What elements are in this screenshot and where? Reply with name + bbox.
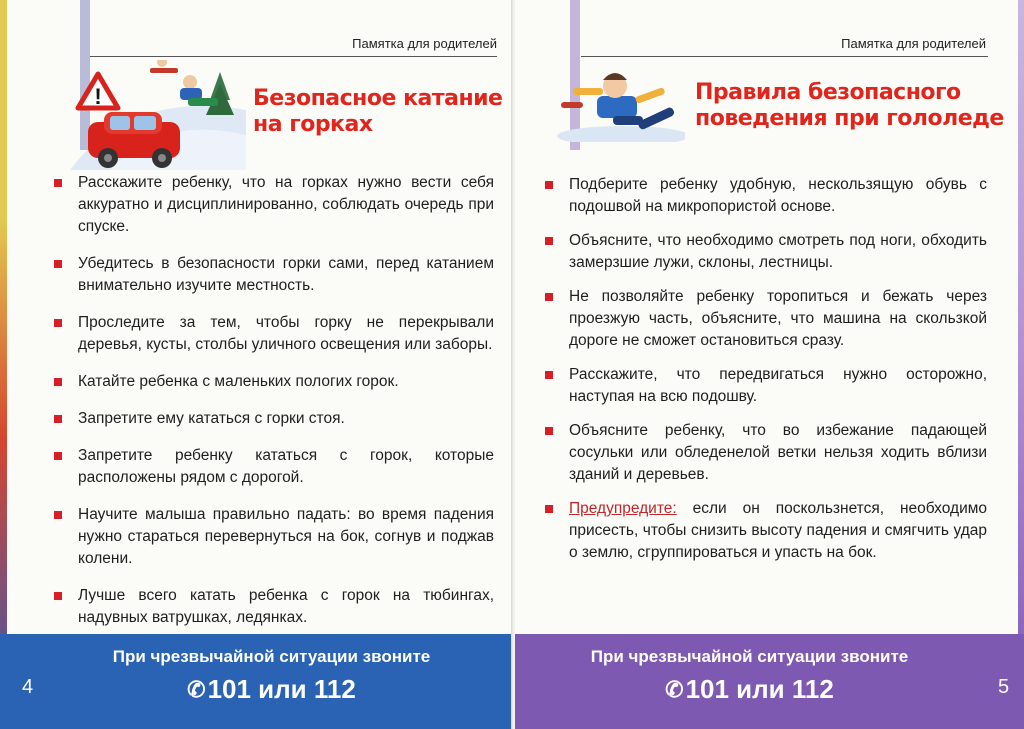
emergency-text: При чрезвычайной ситуации звоните xyxy=(112,647,431,666)
bullet-icon xyxy=(54,378,62,386)
svg-text:!: ! xyxy=(94,84,102,109)
safety-tips-list xyxy=(52,172,494,644)
page-number: 5 xyxy=(998,676,1010,698)
list-item: Объясните, что необходимо смотреть под ноги, обходить замерзшие лужи, склоны, лестницы. xyxy=(543,230,987,274)
warning-text: если он поскользнется, необходимо присесть, чтобы снизить высоту падения и смягчить удар о землю, сгруппироваться и упасть на бок. xyxy=(569,500,987,561)
emergency-phone: ✆101 или 112 xyxy=(665,674,834,704)
list-item: Лучше всего катать ребенка с горок на тюбингах, надувных ватрушках, ледянках. xyxy=(52,585,494,629)
bullet-icon xyxy=(54,319,62,327)
bullet-icon xyxy=(54,415,62,423)
header-divider xyxy=(581,56,988,57)
list-item: Запретите ребенку кататься с горок, которые расположены рядом с дорогой. xyxy=(52,445,494,489)
slipping-child-illustration xyxy=(553,66,685,142)
right-page xyxy=(515,0,1024,729)
bullet-icon xyxy=(54,511,62,519)
bullet-icon xyxy=(54,260,62,268)
page-title xyxy=(695,80,1004,132)
warning-triangle-icon xyxy=(78,74,118,109)
list-item: Не позволяйте ребенку торопиться и бежать через проезжую часть, объясните, что машина на скользкой дороге не сможет остановиться сразу. xyxy=(543,286,987,352)
title-line-2: на горках xyxy=(253,112,373,137)
bullet-icon xyxy=(54,179,62,187)
title-line-2: поведения при гололеде xyxy=(695,106,1004,131)
bullet-icon xyxy=(54,592,62,600)
bullet-icon xyxy=(545,505,553,513)
emergency-text: При чрезвычайной ситуации звоните xyxy=(590,647,909,666)
list-item: Запретите ему кататься с горки стоя. xyxy=(52,408,494,430)
left-page-edge xyxy=(0,0,7,729)
emergency-footer xyxy=(515,634,1024,729)
page-header: Памятка для родителей xyxy=(352,36,497,51)
page-number: 4 xyxy=(22,676,34,698)
emergency-footer xyxy=(0,634,513,729)
warning-label: Предупредите: xyxy=(569,500,677,517)
bullet-icon xyxy=(545,181,553,189)
sledding-illustration xyxy=(70,60,246,170)
bullet-icon xyxy=(545,237,553,245)
list-item: Научите малыша правильно падать: во время падения нужно стараться перевернуться на бок, согнув и поджав колени. xyxy=(52,504,494,570)
list-item: Проследите за тем, чтобы горку не перекрывали деревья, кусты, столбы уличного освещения или заборы. xyxy=(52,312,494,356)
phone-icon: ✆ xyxy=(187,677,206,702)
phone-icon: ✆ xyxy=(665,677,684,702)
emergency-phone: ✆101 или 112 xyxy=(187,674,356,704)
right-page-edge xyxy=(1018,0,1024,729)
page-header: Памятка для родителей xyxy=(841,36,986,51)
bullet-icon xyxy=(545,371,553,379)
title-line-1: Безопасное катание xyxy=(253,86,503,111)
list-item: Расскажите, что передвигаться нужно осторожно, наступая на всю подошву. xyxy=(543,364,987,408)
ice-safety-list xyxy=(543,174,987,576)
page-title xyxy=(253,86,502,138)
bullet-icon xyxy=(545,293,553,301)
list-item: Убедитесь в безопасности горки сами, перед катанием внимательно изучите местность. xyxy=(52,253,494,297)
list-item: Катайте ребенка с маленьких пологих горок. xyxy=(52,371,494,393)
list-item: Расскажите ребенку, что на горках нужно вести себя аккуратно и дисциплинированно, соблюдать очередь при спуске. xyxy=(52,172,494,238)
header-divider xyxy=(90,56,497,57)
bullet-icon xyxy=(545,427,553,435)
list-item: Подберите ребенку удобную, нескользящую обувь с подошвой на микропористой основе. xyxy=(543,174,987,218)
bullet-icon xyxy=(54,452,62,460)
title-line-1: Правила безопасного xyxy=(695,80,961,105)
list-item-warning xyxy=(543,498,987,564)
list-item: Объясните ребенку, что во избежание падающей сосульки или обледенелой ветки нельзя ходить вблизи зданий и деревьев. xyxy=(543,420,987,486)
